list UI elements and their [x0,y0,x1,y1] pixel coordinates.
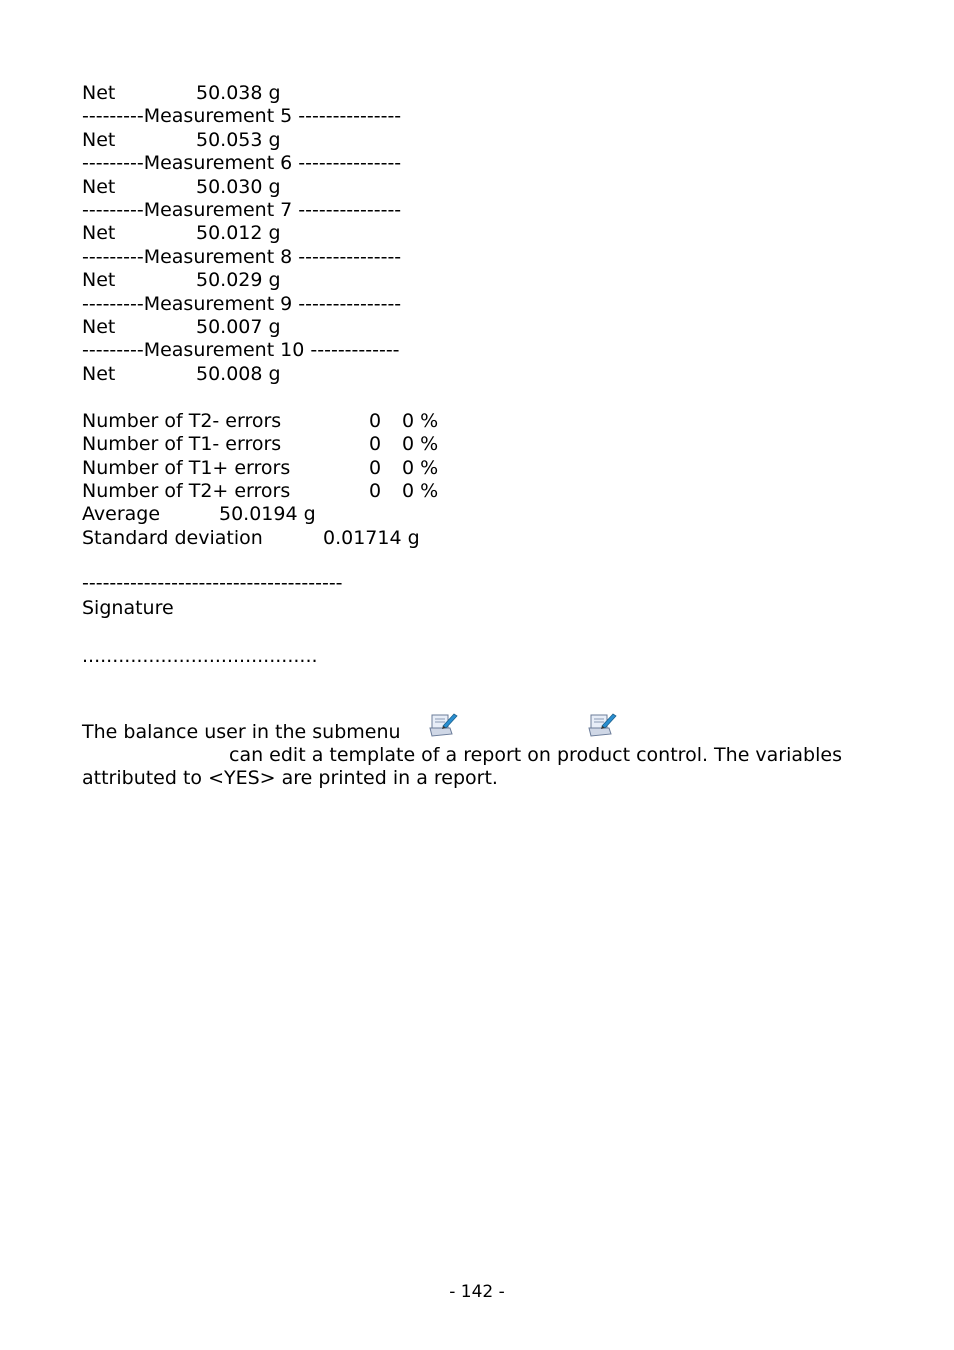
report-edit-icon [428,712,458,738]
standard-deviation-value: 0.01714 g [323,527,420,549]
net-value: 50.029 g [196,269,281,291]
standard-deviation-label: Standard deviation [82,527,263,549]
measurement-separator: ---------Measurement 10 ------------- [82,339,400,361]
signature-dots: ....................................... [82,645,318,667]
paragraph-line-3: attributed to <YES> are printed in a report. [82,767,498,789]
error-percent-value: 0 % [402,480,439,502]
net-value: 50.012 g [196,222,281,244]
paragraph-line-2: can edit a template of a report on product control. The variables [229,744,842,766]
average-label: Average [82,503,161,525]
error-count-label: Number of T2+ errors [82,480,291,502]
net-value: 50.030 g [196,176,281,198]
error-count-value: 0 [369,480,382,502]
error-percent-value: 0 % [402,433,439,455]
error-percent-value: 0 % [402,457,439,479]
measurement-separator: ---------Measurement 6 --------------- [82,152,402,174]
net-value: 50.053 g [196,129,281,151]
net-label: Net [82,176,116,198]
error-count-value: 0 [369,410,382,432]
net-label: Net [82,316,116,338]
net-label: Net [82,363,116,385]
error-percent-value: 0 % [402,410,439,432]
measurement-separator: ---------Measurement 9 --------------- [82,293,402,315]
average-value: 50.0194 g [219,503,316,525]
page-number: - 142 - [449,1282,505,1302]
net-value: 50.038 g [196,82,281,104]
measurement-separator: ---------Measurement 8 --------------- [82,246,402,268]
error-count-value: 0 [369,457,382,479]
net-value: 50.007 g [196,316,281,338]
error-count-label: Number of T1- errors [82,433,282,455]
report-edit-icon [587,712,617,738]
paragraph-line-1: The balance user in the submenu [82,721,401,743]
net-label: Net [82,269,116,291]
signature-label: Signature [82,597,174,619]
net-label: Net [82,82,116,104]
measurement-separator: ---------Measurement 5 --------------- [82,105,402,127]
net-label: Net [82,222,116,244]
report-divider: -------------------------------------- [82,572,343,594]
error-count-label: Number of T2- errors [82,410,282,432]
net-value: 50.008 g [196,363,281,385]
net-label: Net [82,129,116,151]
error-count-label: Number of T1+ errors [82,457,291,479]
error-count-value: 0 [369,433,382,455]
measurement-separator: ---------Measurement 7 --------------- [82,199,402,221]
